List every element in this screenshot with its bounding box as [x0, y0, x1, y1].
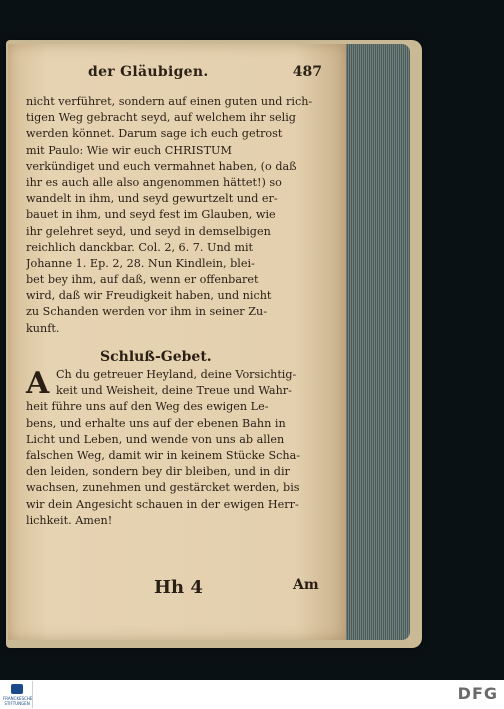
foundation-emblem-icon — [11, 684, 23, 694]
text-line: bens, und erhalte uns auf der ebenen Bahn in — [26, 416, 286, 430]
text-line: wandelt in ihm, und seyd gewurtzelt und er- — [26, 192, 278, 206]
catchword: Am — [293, 577, 319, 593]
text-line: Ch du getreuer Heyland, deine Vorsichtig- — [56, 368, 297, 381]
prayer-text — [26, 367, 326, 529]
text-line: den leiden, sondern bey dir bleiben, und in dir — [26, 465, 290, 479]
text-line: Licht und Leben, und wende von uns ab allen — [26, 432, 285, 446]
prayer-heading: Schluß-Gebet. — [100, 349, 212, 365]
text-line: wir dein Angesicht schauen in der ewigen Herr- — [26, 497, 299, 511]
running-title: der Gläubigen. — [88, 64, 209, 80]
text-line: ihr gelehret seyd, und seyd in demselbigen — [26, 224, 271, 238]
dfg-logo[interactable]: DFG — [457, 684, 498, 703]
page-number: 487 — [292, 64, 322, 80]
text-line: wachsen, zunehmen und gestärcket werden, bis — [26, 481, 300, 495]
foundation-logo-text: FRANCKESCHE STIFTUNGEN — [3, 696, 33, 706]
page-edges — [340, 44, 410, 640]
text-line: bauet in ihm, und seyd fest im Glauben, wie — [26, 208, 276, 222]
text-line: werden könnet. Darum sage ich euch getrost — [26, 127, 283, 141]
text-line: lichkeit. Amen! — [26, 513, 113, 527]
text-line: nicht verführet, sondern auf einen guten und rich- — [26, 95, 313, 108]
body-text — [26, 94, 326, 337]
francke-foundation-logo[interactable] — [2, 681, 33, 708]
text-line: mit Paulo: Wie wir euch CHRISTUM — [26, 143, 232, 157]
signature-mark: Hh 4 — [154, 577, 203, 598]
text-line: keit und Weisheit, deine Treue und Wahr- — [56, 384, 292, 398]
text-line: zu Schanden werden vor ihm in seiner Zu- — [26, 305, 267, 319]
text-line: falschen Weg, damit wir in keinem Stücke Scha- — [26, 448, 301, 462]
drop-cap: A — [26, 366, 50, 401]
text-line: kunft. — [26, 321, 60, 335]
page-header — [28, 64, 328, 84]
viewer-footer — [0, 680, 504, 709]
book-page — [8, 44, 346, 640]
text-line: tigen Weg gebracht seyd, auf welchem ihr selig — [26, 111, 296, 125]
text-line: Johanne 1. Ep. 2, 28. Nun Kindlein, blei- — [26, 256, 255, 270]
text-line: wird, daß wir Freudigkeit haben, und nicht — [26, 289, 272, 303]
text-line: verkündiget und euch vermahnet haben, (o daß — [26, 159, 297, 173]
text-line: reichlich danckbar. Col. 2, 6. 7. Und mit — [26, 240, 254, 254]
text-line: heit führe uns auf den Weg des ewigen Le- — [26, 400, 269, 414]
text-line: bet bey ihm, auf daß, wenn er offenbaret — [26, 273, 259, 287]
text-line: ihr es auch alle also angenommen hättet!) so — [26, 175, 282, 189]
